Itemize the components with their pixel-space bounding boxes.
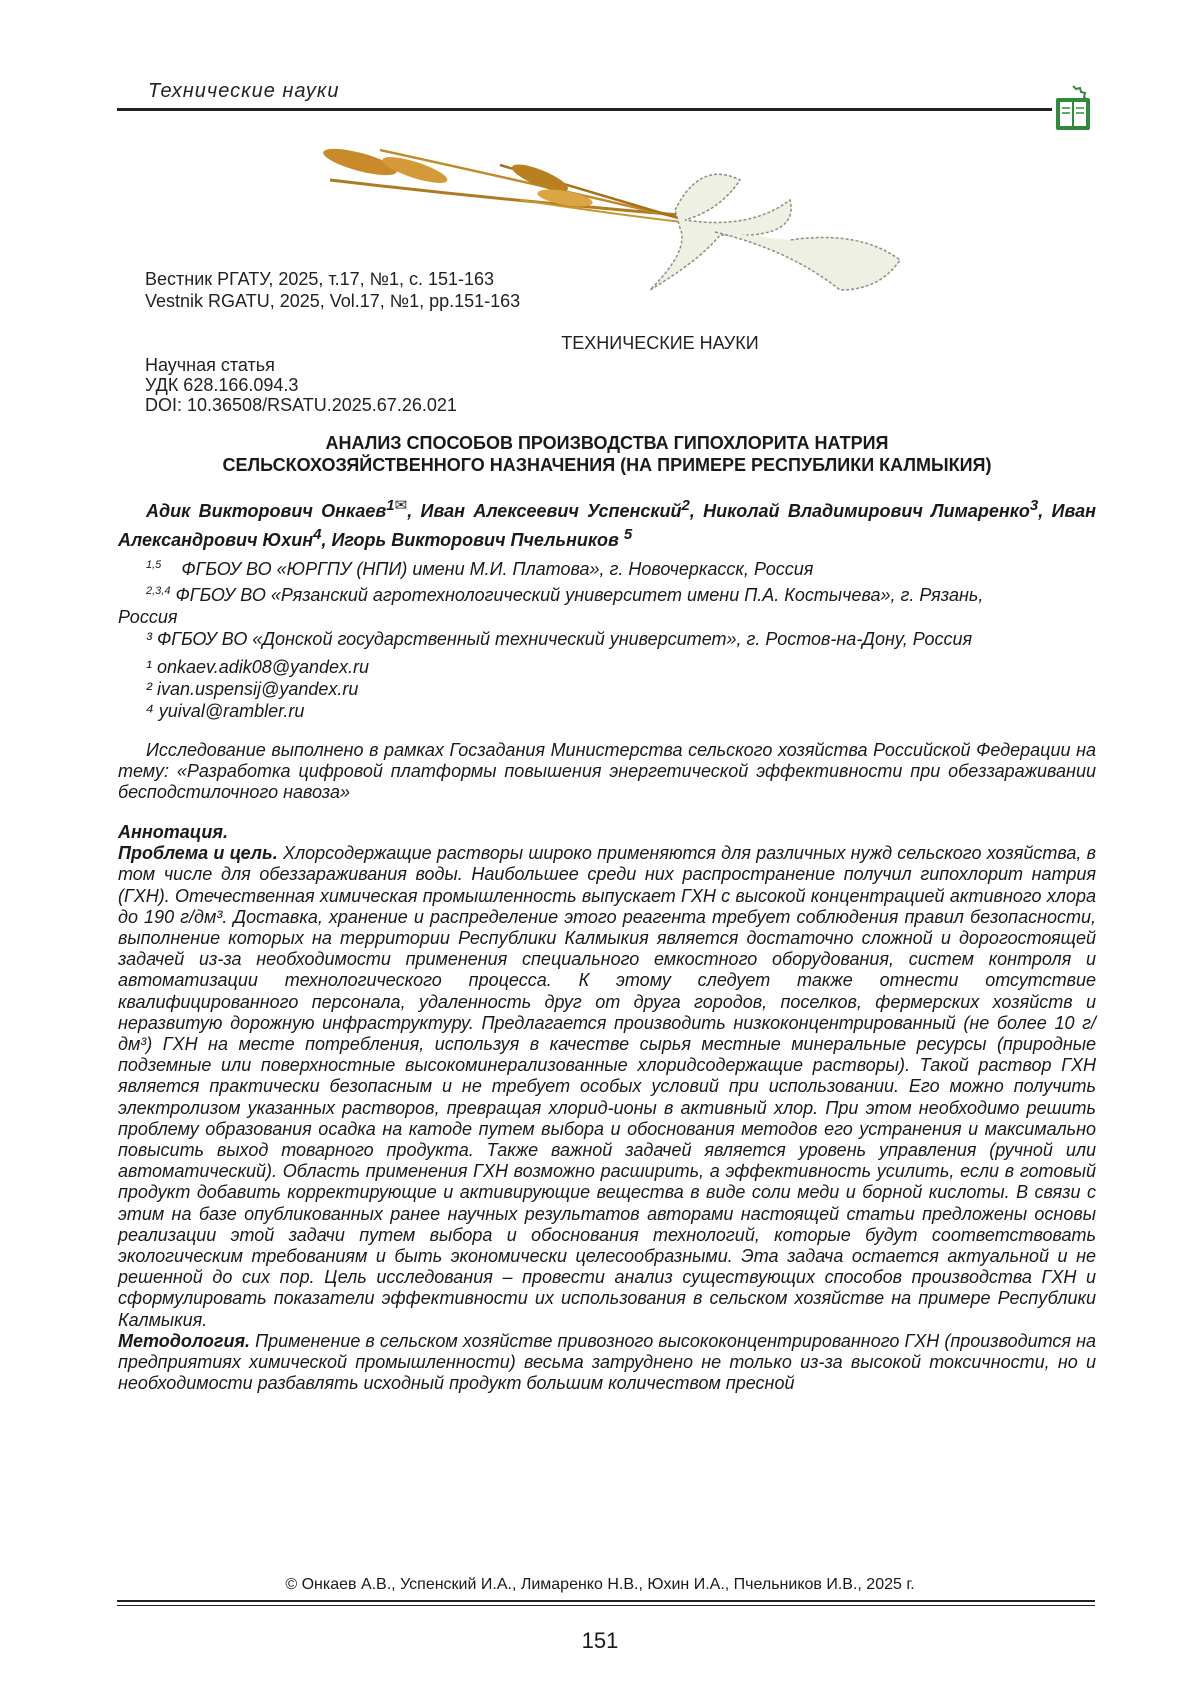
affiliation-2-country: Россия bbox=[118, 607, 178, 627]
citation-ru: Вестник РГАТУ, 2025, т.17, №1, с. 151-163 bbox=[145, 269, 495, 289]
affiliation-1-text: ФГБОУ ВО «ЮРГПУ (НПИ) имени М.И. Платова», г. Новочеркасск, Россия bbox=[181, 559, 814, 579]
affiliations bbox=[118, 554, 1096, 650]
emails bbox=[118, 656, 1096, 722]
method-label: Методология. bbox=[118, 1330, 251, 1351]
funding-text: Исследование выполнено в рамках Госзадания Министерства сельского хозяйства Российской Федерации на тему: «Разработка цифровой платформы повышения энергетической эффективности при обеззараживании бесподстилочного навоза» bbox=[118, 740, 1096, 803]
author-1: Адик Викторович Онкаев bbox=[146, 501, 387, 521]
affiliation-3: ³ ФГБОУ ВО «Донской государственный технический университет», г. Ростов-на-Дону, Россия bbox=[146, 629, 973, 649]
abstract bbox=[118, 822, 1096, 1394]
affiliation-2-sup: 2,3,4 bbox=[146, 585, 171, 597]
problem-text: Хлорсодержащие растворы широко применяются для различных нужд сельского хозяйства, в том числе для обеззараживания воды. Наибольшее среди них распространение получил гипохлорит натрия (ГХН). Отечественная химическая промышленность выпускает ГХН с высокой концентрацией активного хлора до 190 г/дм³. Доставка, хранение и распределение этого реагента требует соблюдения правил безопасности, выполнение которых на территории Республики Калмыкия является достаточно сложной и дорогостоящей задачей из-за необходимости применения специального емкостного оборудования, систем контроля и автоматизации технологического процесса. К этому следует также отнести отсутствие квалифицированного персонала, удаленность друг от друга городов, поселков, фермерских хозяйств и неразвитую дорожную инфраструктуру. Предлагается производить низкоконцентрированный (не более 10 г/дм³) ГХН на месте потребления, используя в качестве сырья местные минеральные ресурсы (природные подземные или поверхностные высокоминерализованные хлоридсодержащие растворы). Такой раствор ГХН является практически безопасным и не требует особых условий при использовании. Его можно получить электролизом указанных растворов, превращая хлорид-ионы в активный хлор. При этом необходимо решить проблему образования осадка на катоде путем выбора и обоснования методов его устранения и максимально повысить выход товарного продукта. Также важной задачей является уровень управления (ручной или автоматический). Область применения ГХН возможно расширить, а эффективность усилить, если в готовый продукт добавить корректирующие и активирующие вещества в виде соли меди и борной кислоты. В связи с этим на базе опубликованных ранее научных результатов авторами настоящей статьи предложены основы реализации этой задачи путем выбора и обоснования технологий, которые будут соответствовать экологическим требованиям и быть экономически целесообразными. Эта задача остается актуальной и не решенной до сих пор. Цель исследования – провести анализ существующих способов производства ГХН и сформулировать показатели эффективности их использования в сельском хозяйстве на примере Республики Калмыкия. bbox=[118, 843, 1096, 1330]
citation-en: Vestnik RGATU, 2025, Vol.17, №1, pp.151-163 bbox=[145, 291, 521, 311]
affiliation-2-text: ФГБОУ ВО «Рязанский агротехнологический университет имени П.А. Костычева», г. Рязань, bbox=[175, 585, 984, 605]
title-line-2: СЕЛЬСКОХОЗЯЙСТВЕННОГО НАЗНАЧЕНИЯ (НА ПРИМЕРЕ РЕСПУБЛИКИ КАЛМЫКИЯ) bbox=[222, 455, 992, 475]
method-text: Применение в сельском хозяйстве привозного высококонцентрированного ГХН (производится на предприятиях химической промышленности) весьма затруднено не только из-за высокой токсичности, но и необходимости разбавлять исходный продукт большим количеством пресной bbox=[118, 1330, 1096, 1394]
author-3: , Николай Владимирович Лимаренко bbox=[689, 501, 1030, 521]
author-4: , Иван Александрович Юхин bbox=[118, 501, 1097, 550]
article-title bbox=[118, 432, 1096, 476]
author-3-sup: 3 bbox=[1029, 497, 1039, 514]
author-4-sup: 4 bbox=[313, 526, 322, 543]
author-5-sup: 5 bbox=[623, 526, 633, 543]
page-number: 151 bbox=[581, 1628, 619, 1653]
envelope-icon: ✉ bbox=[394, 497, 408, 514]
email-3[interactable]: ⁴ yuival@rambler.ru bbox=[146, 701, 305, 721]
udc: УДК 628.166.094.3 bbox=[145, 375, 299, 395]
author-2: , Иван Алексеевич Успенский bbox=[407, 501, 682, 521]
authors bbox=[118, 494, 1096, 552]
email-2[interactable]: ² ivan.uspensij@yandex.ru bbox=[146, 679, 359, 699]
header-rule bbox=[117, 108, 1052, 111]
footer-rule bbox=[117, 1600, 1095, 1602]
copyright: © Онкаев А.В., Успенский И.А., Лимаренко Н.В., Юхин И.А., Пчельников И.В., 2025 г. bbox=[285, 1576, 915, 1593]
affiliation-1-sup: 1,5 bbox=[146, 559, 162, 571]
author-5: , Игорь Викторович Пчельников bbox=[321, 530, 624, 550]
title-line-1: АНАЛИЗ СПОСОБОВ ПРОИЗВОДСТВА ГИПОХЛОРИТА НАТРИЯ bbox=[325, 433, 889, 453]
affiliation-2 bbox=[118, 580, 1096, 606]
doi: DOI: 10.36508/RSATU.2025.67.26.021 bbox=[145, 395, 457, 415]
funding-note bbox=[118, 740, 1096, 804]
email-1[interactable]: ¹ onkaev.adik08@yandex.ru bbox=[146, 657, 370, 677]
problem-label: Проблема и цель. bbox=[118, 843, 278, 864]
article-type: Научная статья bbox=[145, 355, 275, 375]
book-logo-icon bbox=[1052, 84, 1094, 132]
abstract-heading: Аннотация. bbox=[118, 822, 228, 842]
author-2-sup: 2 bbox=[681, 497, 690, 514]
footer-rule-thin bbox=[117, 1605, 1095, 1606]
author-1-sup: 1 bbox=[386, 497, 395, 514]
section-label: Технические науки bbox=[148, 80, 340, 102]
affiliation-1 bbox=[118, 554, 1096, 580]
rubric: ТЕХНИЧЕСКИЕ НАУКИ bbox=[561, 333, 759, 353]
